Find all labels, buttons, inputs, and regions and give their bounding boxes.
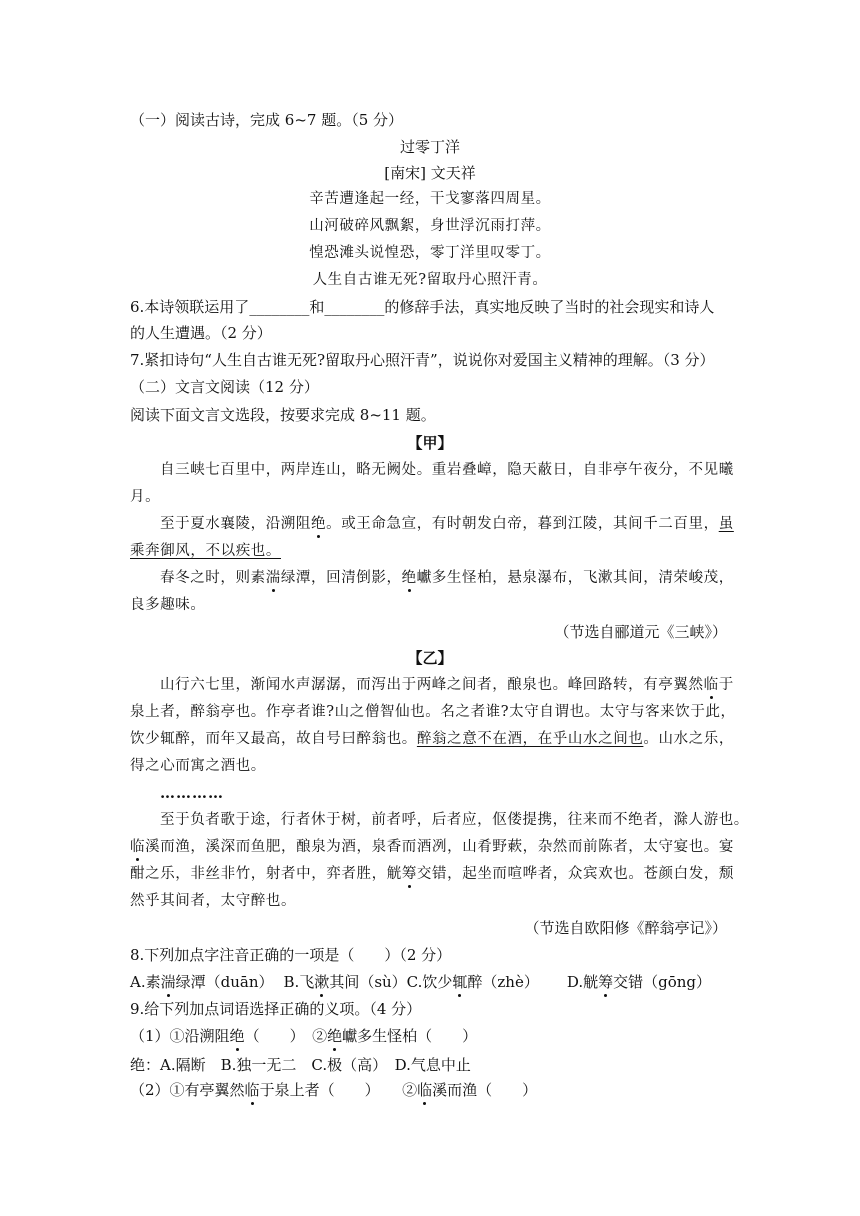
poem-line: 辛苦遭逢起一经，干戈寥落四周星。 (309, 191, 551, 207)
dotted-char: 漱 (314, 973, 330, 991)
answer-blank[interactable]: ________ (249, 298, 310, 316)
underlined-text: 乘奔御风，不以疾也。 (130, 543, 281, 559)
jia-source: （节选自郦道元《三峡》） (554, 623, 727, 641)
option-c[interactable] (407, 973, 539, 991)
text: 至于夏水襄陵，沿溯阻 (160, 516, 311, 532)
question-8: 8.下列加点字注音正确的一项是（ ）（2 分） (130, 946, 452, 964)
text: 山行六七里，渐闻水声潺潺，而泻出于两峰之间者，酿泉也。峰回路转，有亭翼然 (160, 677, 704, 693)
q6-text: 6.本诗领联运用了 (130, 298, 250, 316)
q6-text: 的修辞手法，真实地反映了当时的社会现实和诗人 (384, 298, 715, 316)
q9-item-1 (130, 1026, 477, 1046)
option-a[interactable] (130, 973, 274, 991)
question-6-cont: 的人生遭遇。（2 分） (130, 324, 272, 342)
poem-line: 山河破碎风飘絮，身世浮沉雨打萍。 (309, 218, 551, 234)
poem-title: 过零丁洋 (399, 138, 460, 156)
text: B.飞 (283, 973, 315, 991)
question-6 (130, 297, 714, 317)
dotted-char: 湍 (265, 570, 281, 586)
yi-text-line (130, 864, 734, 884)
text: 春冬之时，则素 (160, 570, 266, 586)
text: 溪而渔，溪深而鱼肥，酿泉为酒，泉香而酒冽，山肴野蔌，杂然而前陈者，太守宴也。宴 (145, 839, 735, 855)
text: 溪而渔（ ） (432, 1081, 538, 1099)
section1-header: （一）阅读古诗，完成 6~7 题。（5 分） (130, 111, 404, 129)
jia-text-line: 自三峡七百里中，两岸连山，略无阙处。重岩叠嶂，隐天蔽日，自非亭午夜分，不见曦 (160, 462, 734, 478)
jia-text-line (160, 514, 734, 534)
text: 酣之乐，非丝非竹，射者中，弈者胜，觥 (130, 866, 402, 882)
dotted-char: 辄 (452, 973, 468, 991)
poem-author: [南宋] 文天祥 (384, 164, 476, 182)
poem-line: 人生自古谁无死?留取丹心照汗青。 (312, 272, 548, 288)
yi-text-line: 至于负者歌于途，行者休于树，前者呼，后者应，伛偻提携，往来而不绝者，滁人游也。 (160, 812, 749, 828)
text: 交错（gōng） (613, 973, 712, 991)
section2-header: （二）文言文阅读（12 分） (130, 378, 319, 396)
text: 其间（sù） (329, 973, 407, 991)
text: 巘多生怪柏（ ） (342, 1027, 478, 1045)
yi-source: （节选自欧阳修《醉翁亭记》） (524, 919, 727, 937)
dotted-char: 绝 (327, 1027, 343, 1045)
dotted-char: 湍 (160, 973, 176, 991)
dotted-char: 筹 (598, 973, 614, 991)
section2-instruction: 阅读下面文言文选段，按要求完成 8~11 题。 (130, 406, 436, 424)
text: （1）①沿溯阻 (130, 1027, 230, 1045)
q6-text: 和 (309, 298, 325, 316)
dotted-char: 绝 (401, 570, 417, 586)
text: A.素 (130, 973, 161, 991)
yi-text-line (160, 675, 734, 695)
yi-text-line: 泉上者，醉翁亭也。作亭者谁?山之僧智仙也。名之者谁?太守自谓也。太守与客来饮于此， (130, 704, 736, 720)
jia-text-line (130, 541, 281, 561)
option-d[interactable] (567, 973, 711, 991)
question-7: 7.紧扣诗句“人生自古谁无死?留取丹心照汗青”，说说你对爱国主义精神的理解。（3 分） (130, 351, 715, 369)
text: 。或王命急宣，有时朝发白帝，暮到江陵，其间千二百里， (326, 516, 719, 532)
q9-item-2 (130, 1080, 537, 1100)
poem-line: 惶恐滩头说惶恐，零丁洋里叹零丁。 (309, 245, 551, 261)
passage-yi-label: 【乙】 (407, 649, 453, 667)
passage-jia-label: 【甲】 (407, 434, 453, 452)
yi-text-line (130, 837, 734, 857)
text: （2）①有亭翼然 (130, 1081, 245, 1099)
text: C.饮少 (406, 973, 453, 991)
underlined-text: 虽 (718, 516, 734, 532)
jia-text-line: 良多趣味。 (130, 597, 206, 613)
text: 。山水之乐， (643, 731, 735, 747)
text: D.觥 (566, 973, 599, 991)
dotted-char: 筹 (401, 866, 417, 882)
yi-text-line: 然乎其间者，太守醉也。 (130, 893, 297, 909)
ellipsis: ………… (160, 784, 224, 802)
option-b[interactable] (284, 973, 407, 991)
text: 醉（zhè） (467, 973, 539, 991)
text: 于泉上者（ ） ② (259, 1081, 418, 1099)
text: 于 (718, 677, 734, 693)
dotted-char: 临 (244, 1081, 260, 1099)
text: 巘多生怪柏，悬泉瀑布，飞漱其间，清荣峻茂， (416, 570, 734, 586)
yi-text-line: 得之心而寓之酒也。 (130, 758, 266, 774)
yi-text-line (130, 729, 734, 749)
dotted-char: 临 (417, 1081, 433, 1099)
underlined-text: 醉翁之意不在酒，在乎山水之间也 (416, 731, 644, 747)
jia-text-line: 月。 (130, 489, 161, 505)
jia-text-line (160, 568, 734, 588)
dotted-char: 绝 (311, 516, 327, 532)
dotted-char: 绝 (229, 1027, 245, 1045)
question-9: 9.给下列加点词语选择正确的义项。（4 分） (130, 1000, 422, 1018)
text: 交错，起坐而喧哗者，众宾欢也。苍颜白发，颓 (416, 866, 735, 882)
text: （ ） ② (244, 1027, 328, 1045)
answer-blank[interactable]: ________ (324, 298, 385, 316)
text: 绿潭（duān） (175, 973, 274, 991)
dotted-char: 临 (703, 677, 719, 693)
text: 饮少辄醉，而年又最高，故自号曰醉翁也。 (130, 731, 417, 747)
text: 绿潭，回清倒影， (280, 570, 402, 586)
q8-options (130, 972, 711, 992)
q9-options: 绝：A.隔断 B.独一无二 C.极（高） D.气息中止 (130, 1056, 471, 1074)
dotted-char: 临 (130, 839, 146, 855)
